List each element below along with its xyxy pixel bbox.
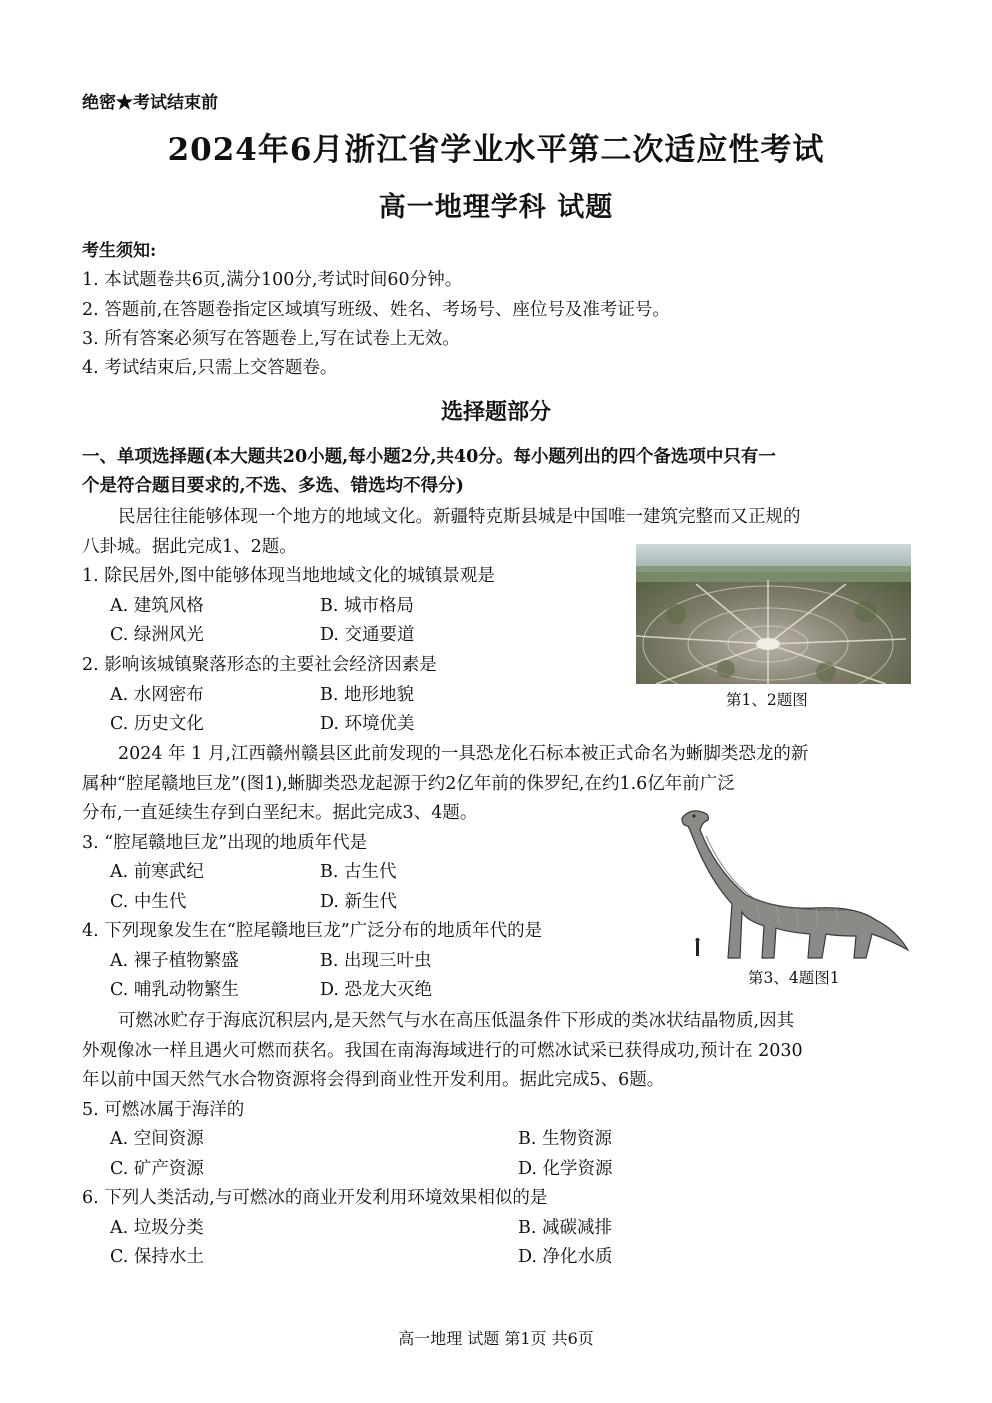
passage-text: 外观像冰一样且遇火可燃而获名。我国在南海海域进行的可燃冰试采已获得成功,预计在 2030 bbox=[82, 1041, 803, 1061]
option-b: B. 城市格局 bbox=[320, 596, 414, 616]
notice-item: 2. 答题前,在答题卷指定区域填写班级、姓名、考场号、座位号及准考证号。 bbox=[82, 300, 670, 320]
option-b: B. 减碳减排 bbox=[518, 1218, 612, 1238]
question-stem: 3. “腔尾赣地巨龙”出现的地质年代是 bbox=[82, 833, 368, 853]
option-d: D. 环境优美 bbox=[320, 714, 415, 734]
option-d: D. 净化水质 bbox=[518, 1247, 613, 1267]
question-stem: 1. 除民居外,图中能够体现当地地域文化的城镇景观是 bbox=[82, 566, 495, 586]
part-heading: 个是符合题目要求的,不选、多选、错选均不得分) bbox=[82, 476, 464, 496]
option-b: B. 地形地貌 bbox=[320, 685, 414, 705]
bagua-city-aerial-image bbox=[636, 544, 911, 684]
question-stem: 5. 可燃冰属于海洋的 bbox=[82, 1100, 245, 1120]
question-stem: 6. 下列人类活动,与可燃冰的商业开发利用环境效果相似的是 bbox=[82, 1188, 548, 1208]
option-a: A. 垃圾分类 bbox=[110, 1218, 204, 1238]
option-a: A. 空间资源 bbox=[110, 1129, 204, 1149]
notice-item: 3. 所有答案必须写在答题卷上,写在试卷上无效。 bbox=[82, 329, 460, 349]
question-stem: 4. 下列现象发生在“腔尾赣地巨龙”广泛分布的地质年代的是 bbox=[82, 921, 543, 941]
option-c: C. 哺乳动物繁生 bbox=[110, 980, 239, 1000]
option-b: B. 生物资源 bbox=[518, 1129, 612, 1149]
notice-item: 4. 考试结束后,只需上交答题卷。 bbox=[82, 358, 338, 378]
passage-text: 民居往往能够体现一个地方的地域文化。新疆特克斯县城是中国唯一建筑完整而又正规的 bbox=[118, 507, 801, 527]
passage-text: 八卦城。据此完成1、2题。 bbox=[82, 537, 297, 557]
option-a: A. 前寒武纪 bbox=[110, 862, 204, 882]
option-c: C. 历史文化 bbox=[110, 714, 204, 734]
part-heading: 一、单项选择题(本大题共20小题,每小题2分,共40分。每小题列出的四个备选项中只有一 bbox=[82, 447, 776, 467]
notice-item: 1. 本试题卷共6页,满分100分,考试时间60分钟。 bbox=[82, 270, 463, 290]
option-c: C. 矿产资源 bbox=[110, 1159, 204, 1179]
question-stem: 2. 影响该城镇聚落形态的主要社会经济因素是 bbox=[82, 655, 437, 675]
option-a: A. 建筑风格 bbox=[110, 596, 204, 616]
exam-title: 2024年6月浙江省学业水平第二次适应性考试 bbox=[167, 132, 825, 168]
figure-caption: 第3、4题图1 bbox=[748, 969, 840, 987]
passage-text: 分布,一直延续生存到白垩纪末。据此完成3、4题。 bbox=[82, 803, 478, 823]
option-c: C. 中生代 bbox=[110, 892, 187, 912]
option-b: B. 出现三叶虫 bbox=[320, 951, 432, 971]
confidential-mark: 绝密★考试结束前 bbox=[82, 93, 218, 113]
option-d: D. 新生代 bbox=[320, 892, 398, 912]
option-b: B. 古生代 bbox=[320, 862, 397, 882]
passage-text: 可燃冰贮存于海底沉积层内,是天然气与水在高压低温条件下形成的类冰状结晶物质,因其 bbox=[118, 1011, 795, 1031]
option-d: D. 恐龙大灭绝 bbox=[320, 980, 433, 1000]
dinosaur-image bbox=[676, 800, 911, 960]
section-title: 选择题部分 bbox=[440, 399, 551, 425]
figure-caption: 第1、2题图 bbox=[726, 691, 808, 709]
option-c: C. 保持水土 bbox=[110, 1247, 204, 1267]
passage-text: 年以前中国天然气水合物资源将会得到商业性开发利用。据此完成5、6题。 bbox=[82, 1070, 665, 1090]
option-a: A. 水网密布 bbox=[110, 685, 204, 705]
passage-text: 属种“腔尾赣地巨龙”(图1),蜥脚类恐龙起源于约2亿年前的侏罗纪,在约1.6亿年前广泛 bbox=[82, 774, 735, 794]
page-footer: 高一地理 试题 第1页 共6页 bbox=[398, 1329, 594, 1348]
option-d: D. 化学资源 bbox=[518, 1159, 613, 1179]
option-c: C. 绿洲风光 bbox=[110, 625, 204, 645]
exam-subtitle: 高一地理学科 试题 bbox=[378, 192, 614, 223]
passage-text: 2024 年 1 月,江西赣州赣县区此前发现的一具恐龙化石标本被正式命名为蜥脚类恐龙的新 bbox=[118, 744, 809, 764]
option-a: A. 裸子植物繁盛 bbox=[110, 951, 239, 971]
option-d: D. 交通要道 bbox=[320, 625, 415, 645]
notice-heading: 考生须知: bbox=[82, 241, 157, 261]
